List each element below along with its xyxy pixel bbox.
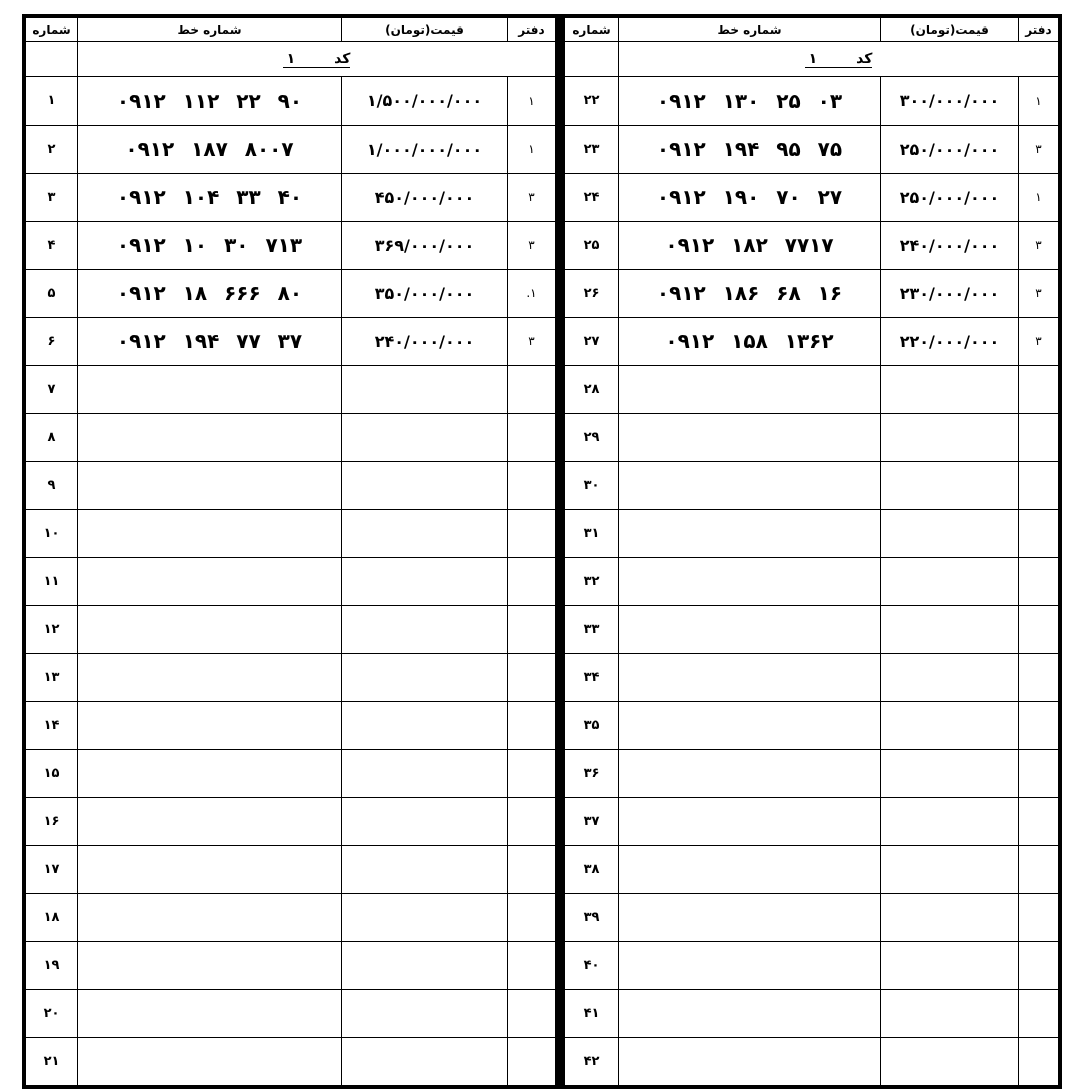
book-cell: ۳ [1019,221,1059,269]
line-number-cell: ۰۹۱۲ ۱۹۰ ۷۰ ۲۷ [619,173,881,221]
book-cell [508,653,556,701]
book-cell [1019,989,1059,1037]
line-number-cell [78,989,342,1037]
price-cell [881,605,1019,653]
book-cell [1019,749,1059,797]
price-cell [881,749,1019,797]
book-cell [508,557,556,605]
price-cell [342,749,508,797]
line-number-cell [619,653,881,701]
line-number-cell: ۰۹۱۲ ۱۳۰ ۲۵ ۰۳ [619,77,881,125]
row-number-cell: ۱۷ [26,845,78,893]
table-row [565,413,1059,461]
book-cell: ۱ [1019,77,1059,125]
line-number-cell [619,413,881,461]
row-number-cell: ۱۰ [26,509,78,557]
code-row-blank [26,42,78,77]
table-row [26,317,556,365]
left-table-body [26,42,556,1086]
line-number-cell: ۰۹۱۲ ۱۹۴ ۷۷ ۳۷ [78,317,342,365]
table-row [26,269,556,317]
line-number-cell: ۰۹۱۲ ۱۰ ۳۰ ۷۱۳ [78,221,342,269]
book-cell [508,749,556,797]
price-cell [881,509,1019,557]
row-number-cell: ۲۵ [565,221,619,269]
book-cell: ۳ [1019,269,1059,317]
book-cell [1019,893,1059,941]
line-number-cell: ۰۹۱۲ ۱۹۴ ۹۵ ۷۵ [619,125,881,173]
row-number-cell: ۳۲ [565,557,619,605]
line-number-cell [619,941,881,989]
price-cell: ۳۶۹/۰۰۰/۰۰۰ [342,221,508,269]
code-value: ۱ [808,50,818,67]
table-row [565,173,1059,221]
price-cell [881,797,1019,845]
header-row [565,18,1059,42]
table-row [565,845,1059,893]
table-row [565,989,1059,1037]
code-value-underline [283,51,351,68]
price-cell [881,893,1019,941]
row-number-cell: ۲۷ [565,317,619,365]
row-number-cell: ۱۲ [26,605,78,653]
book-cell: ۳ [508,317,556,365]
book-cell [508,605,556,653]
header-price: قیمت(تومان) [342,18,508,42]
line-number-cell: ۰۹۱۲ ۱۰۴ ۳۳ ۴۰ [78,173,342,221]
row-number-cell: ۱ [26,77,78,125]
price-cell [881,365,1019,413]
table-row [565,365,1059,413]
line-number-cell [78,365,342,413]
table-row [26,653,556,701]
row-number-cell: ۱۸ [26,893,78,941]
table-row [26,845,556,893]
line-number-cell [78,1037,342,1085]
table-row [26,77,556,125]
code-row [565,42,1059,77]
table-row [26,413,556,461]
code-row [26,42,556,77]
table-row [26,989,556,1037]
row-number-cell: ۸ [26,413,78,461]
price-cell: ۱/۰۰۰/۰۰۰/۰۰۰ [342,125,508,173]
table-row [26,605,556,653]
price-cell: ۲۲۰/۰۰۰/۰۰۰ [881,317,1019,365]
price-cell [342,653,508,701]
price-cell [342,701,508,749]
line-number-cell [78,893,342,941]
book-cell: ۱ [508,125,556,173]
line-number-cell [619,461,881,509]
price-cell [342,893,508,941]
table-row [565,941,1059,989]
code-row-blank [565,42,619,77]
table-row [26,797,556,845]
price-cell [881,941,1019,989]
line-number-cell [78,461,342,509]
table-row [26,221,556,269]
table-row [26,701,556,749]
row-number-cell: ۳۴ [565,653,619,701]
table-row [565,317,1059,365]
table-row [565,77,1059,125]
price-cell [342,845,508,893]
price-cell [342,941,508,989]
row-number-cell: ۴ [26,221,78,269]
line-number-cell [78,509,342,557]
line-number-cell [619,893,881,941]
table-row [565,461,1059,509]
header-book: دفتر [508,18,556,42]
book-cell: ۳ [1019,125,1059,173]
book-cell: ۳ [508,221,556,269]
price-cell [342,989,508,1037]
table-row [565,557,1059,605]
price-cell: ۲۵۰/۰۰۰/۰۰۰ [881,173,1019,221]
price-cell: ۳۵۰/۰۰۰/۰۰۰ [342,269,508,317]
row-number-cell: ۳۸ [565,845,619,893]
row-number-cell: ۱۹ [26,941,78,989]
row-number-cell: ۲۸ [565,365,619,413]
book-cell: ۱ [1019,173,1059,221]
price-cell: ۳۰۰/۰۰۰/۰۰۰ [881,77,1019,125]
line-number-cell [78,557,342,605]
book-cell [1019,605,1059,653]
book-cell [1019,413,1059,461]
header-price: قیمت(تومان) [881,18,1019,42]
right-table [564,17,1059,1086]
left-panel [22,14,558,1089]
price-cell [881,413,1019,461]
line-number-cell [78,413,342,461]
table-row [565,797,1059,845]
table-row [565,653,1059,701]
row-number-cell: ۴۱ [565,989,619,1037]
row-number-cell: ۴۰ [565,941,619,989]
table-row [26,365,556,413]
table-row [565,125,1059,173]
row-number-cell: ۳۶ [565,749,619,797]
right-table-body [565,42,1059,1086]
table-row [26,173,556,221]
row-number-cell: ۶ [26,317,78,365]
line-number-cell: ۰۹۱۲ ۱۱۲ ۲۲ ۹۰ [78,77,342,125]
book-cell [1019,461,1059,509]
row-number-cell: ۱۵ [26,749,78,797]
header-line: شماره خط [619,18,881,42]
book-cell [508,365,556,413]
row-number-cell: ۳۷ [565,797,619,845]
row-number-cell: ۲ [26,125,78,173]
row-number-cell: ۹ [26,461,78,509]
price-cell [881,701,1019,749]
row-number-cell: ۲۱ [26,1037,78,1085]
table-row [26,125,556,173]
row-number-cell: ۲۳ [565,125,619,173]
price-cell: ۲۴۰/۰۰۰/۰۰۰ [342,317,508,365]
table-row [26,941,556,989]
code-cell [78,42,556,77]
book-cell [1019,701,1059,749]
price-cell [881,1037,1019,1085]
price-cell [342,413,508,461]
book-cell [508,941,556,989]
price-cell [342,509,508,557]
book-cell: ۳ [1019,317,1059,365]
row-number-cell: ۲۰ [26,989,78,1037]
line-number-cell [78,653,342,701]
code-value-underline [805,51,873,68]
row-number-cell: ۳ [26,173,78,221]
price-cell [342,557,508,605]
price-cell [881,653,1019,701]
line-number-cell [78,941,342,989]
book-cell [508,989,556,1037]
line-number-cell [619,509,881,557]
code-label: کد [334,50,351,67]
row-number-cell: ۷ [26,365,78,413]
row-number-cell: ۳۹ [565,893,619,941]
line-number-cell [619,845,881,893]
row-number-cell: ۳۳ [565,605,619,653]
book-cell [508,461,556,509]
row-number-cell: ۱۳ [26,653,78,701]
book-cell [508,701,556,749]
table-row [565,269,1059,317]
row-number-cell: ۱۶ [26,797,78,845]
line-number-cell: ۰۹۱۲ ۱۸۷ ۸۰۰۷ [78,125,342,173]
right-panel [558,14,1062,1089]
row-number-cell: ۲۴ [565,173,619,221]
table-row [565,749,1059,797]
line-number-cell [619,989,881,1037]
price-cell: ۲۵۰/۰۰۰/۰۰۰ [881,125,1019,173]
price-cell: ۱/۵۰۰/۰۰۰/۰۰۰ [342,77,508,125]
line-number-cell: ۰۹۱۲ ۱۸۲ ۷۷۱۷ [619,221,881,269]
book-cell [508,893,556,941]
price-cell [881,989,1019,1037]
book-cell [508,509,556,557]
table-row [26,749,556,797]
line-number-cell [619,701,881,749]
table-row [565,221,1059,269]
line-number-cell [619,1037,881,1085]
code-value: ۱ [286,50,296,67]
row-number-cell: ۱۴ [26,701,78,749]
price-cell [342,797,508,845]
line-number-cell [619,605,881,653]
price-cell [342,365,508,413]
header-row-no: شماره [565,18,619,42]
table-row [565,509,1059,557]
row-number-cell: ۲۲ [565,77,619,125]
book-cell [1019,845,1059,893]
book-cell [1019,557,1059,605]
book-cell [1019,509,1059,557]
table-row [26,1037,556,1085]
left-table [25,17,556,1086]
price-cell: ۲۴۰/۰۰۰/۰۰۰ [881,221,1019,269]
line-number-cell: ۰۹۱۲ ۱۵۸ ۱۳۶۲ [619,317,881,365]
price-cell [881,461,1019,509]
header-row [26,18,556,42]
book-cell [1019,365,1059,413]
line-number-cell [78,749,342,797]
row-number-cell: ۳۰ [565,461,619,509]
row-number-cell: ۱۱ [26,557,78,605]
row-number-cell: ۲۹ [565,413,619,461]
price-cell [342,605,508,653]
book-cell: ۳ [508,173,556,221]
book-cell [508,797,556,845]
table-row [565,701,1059,749]
book-cell [1019,1037,1059,1085]
book-cell [1019,653,1059,701]
header-line: شماره خط [78,18,342,42]
price-cell: ۴۵۰/۰۰۰/۰۰۰ [342,173,508,221]
line-number-cell [619,749,881,797]
book-cell [1019,797,1059,845]
line-number-cell [78,701,342,749]
book-cell [508,845,556,893]
row-number-cell: ۳۱ [565,509,619,557]
price-cell [342,1037,508,1085]
row-number-cell: ۳۵ [565,701,619,749]
header-row-no: شماره [26,18,78,42]
table-row [565,1037,1059,1085]
line-number-cell [619,797,881,845]
line-number-cell [619,365,881,413]
header-book: دفتر [1019,18,1059,42]
table-row [26,893,556,941]
book-cell: ۱ [508,77,556,125]
line-number-cell [78,605,342,653]
price-cell [342,461,508,509]
row-number-cell: ۵ [26,269,78,317]
line-number-cell [619,557,881,605]
price-list-sheet [22,14,1058,1089]
table-row [565,893,1059,941]
table-row [26,509,556,557]
code-label: کد [856,50,873,67]
book-cell [1019,941,1059,989]
line-number-cell: ۰۹۱۲ ۱۸ ۶۶۶ ۸۰ [78,269,342,317]
line-number-cell [78,845,342,893]
book-cell: .۱ [508,269,556,317]
price-cell [881,845,1019,893]
table-row [26,461,556,509]
book-cell [508,1037,556,1085]
table-row [26,557,556,605]
table-row [565,605,1059,653]
line-number-cell [78,797,342,845]
row-number-cell: ۴۲ [565,1037,619,1085]
line-number-cell: ۰۹۱۲ ۱۸۶ ۶۸ ۱۶ [619,269,881,317]
book-cell [508,413,556,461]
price-cell [881,557,1019,605]
code-cell [619,42,1059,77]
price-cell: ۲۳۰/۰۰۰/۰۰۰ [881,269,1019,317]
row-number-cell: ۲۶ [565,269,619,317]
